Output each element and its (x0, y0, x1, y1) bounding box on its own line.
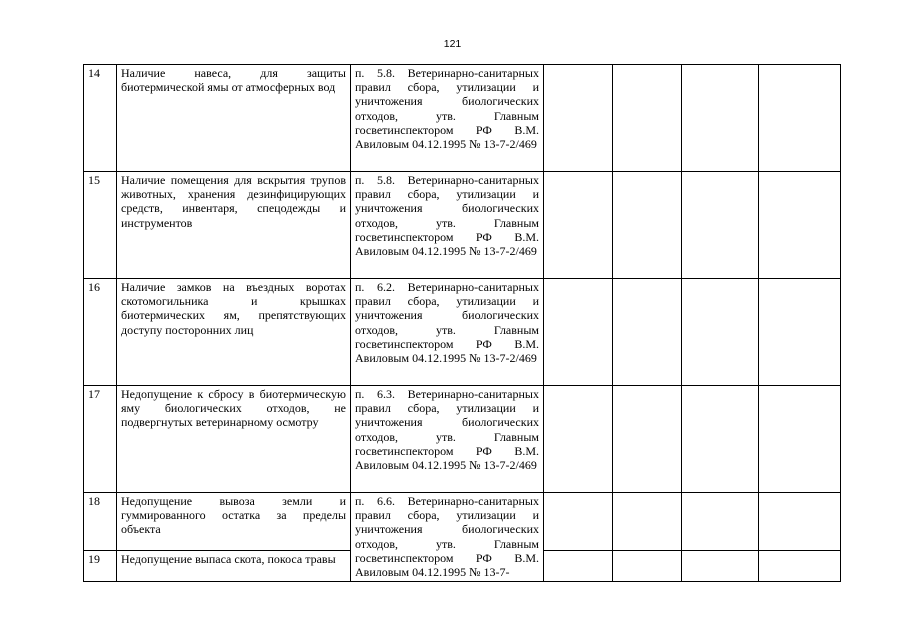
row-number: 18 (84, 493, 117, 551)
answer-cell-yes[interactable] (544, 493, 613, 551)
reference-cell: п. 5.8. Ветеринарно-санитарных правил сбора, утилизации и уничтожения биологических отходов, утв. Главным госветинспектором РФ В.М. Авиловым 04.12.1995 № 13-7-2/469 (351, 172, 544, 279)
reference-cell: п. 6.6. Ветеринарно-санитарных правил сбора, утилизации и уничтожения биологических отходов, утв. Главным госветинспектором РФ В.М. Авиловым 04.12.1995 № 13-7- (351, 493, 544, 582)
table-row (84, 65, 841, 172)
answer-cell-notes[interactable] (759, 386, 841, 493)
requirement-cell: Наличие помещения для вскрытия трупов животных, хранения дезинфицирующих средств, инвентаря, спецодежды и инструментов (117, 172, 351, 279)
reference-cell: п. 6.3. Ветеринарно-санитарных правил сбора, утилизации и уничтожения биологических отходов, утв. Главным госветинспектором РФ В.М. Авиловым 04.12.1995 № 13-7-2/469 (351, 386, 544, 493)
table-row (84, 279, 841, 386)
answer-cell-yes[interactable] (544, 172, 613, 279)
answer-cell-no[interactable] (613, 279, 682, 386)
answer-cell-no[interactable] (613, 551, 682, 582)
row-number: 16 (84, 279, 117, 386)
answer-cell-na[interactable] (682, 172, 759, 279)
reference-cell: п. 5.8. Ветеринарно-санитарных правил сбора, утилизации и уничтожения биологических отходов, утв. Главным госветинспектором РФ В.М. Авиловым 04.12.1995 № 13-7-2/469 (351, 65, 544, 172)
checklist-table (83, 64, 841, 582)
table-row (84, 172, 841, 279)
answer-cell-na[interactable] (682, 386, 759, 493)
requirement-cell: Недопущение выпаса скота, покоса травы (117, 551, 351, 582)
answer-cell-no[interactable] (613, 493, 682, 551)
requirement-cell: Недопущение вывоза земли и гуммированного остатка за пределы объекта (117, 493, 351, 551)
row-number: 19 (84, 551, 117, 582)
answer-cell-notes[interactable] (759, 551, 841, 582)
page-number: 121 (443, 38, 462, 50)
answer-cell-notes[interactable] (759, 172, 841, 279)
table-row (84, 386, 841, 493)
answer-cell-notes[interactable] (759, 493, 841, 551)
answer-cell-yes[interactable] (544, 551, 613, 582)
requirement-cell: Наличие замков на въездных воротах скотомогильника и крышках биотермических ям, препятствующих доступу посторонних лиц (117, 279, 351, 386)
row-number: 15 (84, 172, 117, 279)
answer-cell-na[interactable] (682, 551, 759, 582)
answer-cell-no[interactable] (613, 386, 682, 493)
reference-cell: п. 6.2. Ветеринарно-санитарных правил сбора, утилизации и уничтожения биологических отходов, утв. Главным госветинспектором РФ В.М. Авиловым 04.12.1995 № 13-7-2/469 (351, 279, 544, 386)
row-number: 14 (84, 65, 117, 172)
answer-cell-notes[interactable] (759, 279, 841, 386)
answer-cell-no[interactable] (613, 65, 682, 172)
answer-cell-notes[interactable] (759, 65, 841, 172)
answer-cell-yes[interactable] (544, 279, 613, 386)
answer-cell-no[interactable] (613, 172, 682, 279)
answer-cell-yes[interactable] (544, 65, 613, 172)
requirement-cell: Наличие навеса, для защиты биотермической ямы от атмосферных вод (117, 65, 351, 172)
answer-cell-na[interactable] (682, 493, 759, 551)
answer-cell-yes[interactable] (544, 386, 613, 493)
answer-cell-na[interactable] (682, 279, 759, 386)
answer-cell-na[interactable] (682, 65, 759, 172)
requirement-cell: Недопущение к сбросу в биотермическую яму биологических отходов, не подвергнутых ветеринарному осмотру (117, 386, 351, 493)
row-number: 17 (84, 386, 117, 493)
table-row (84, 493, 841, 551)
